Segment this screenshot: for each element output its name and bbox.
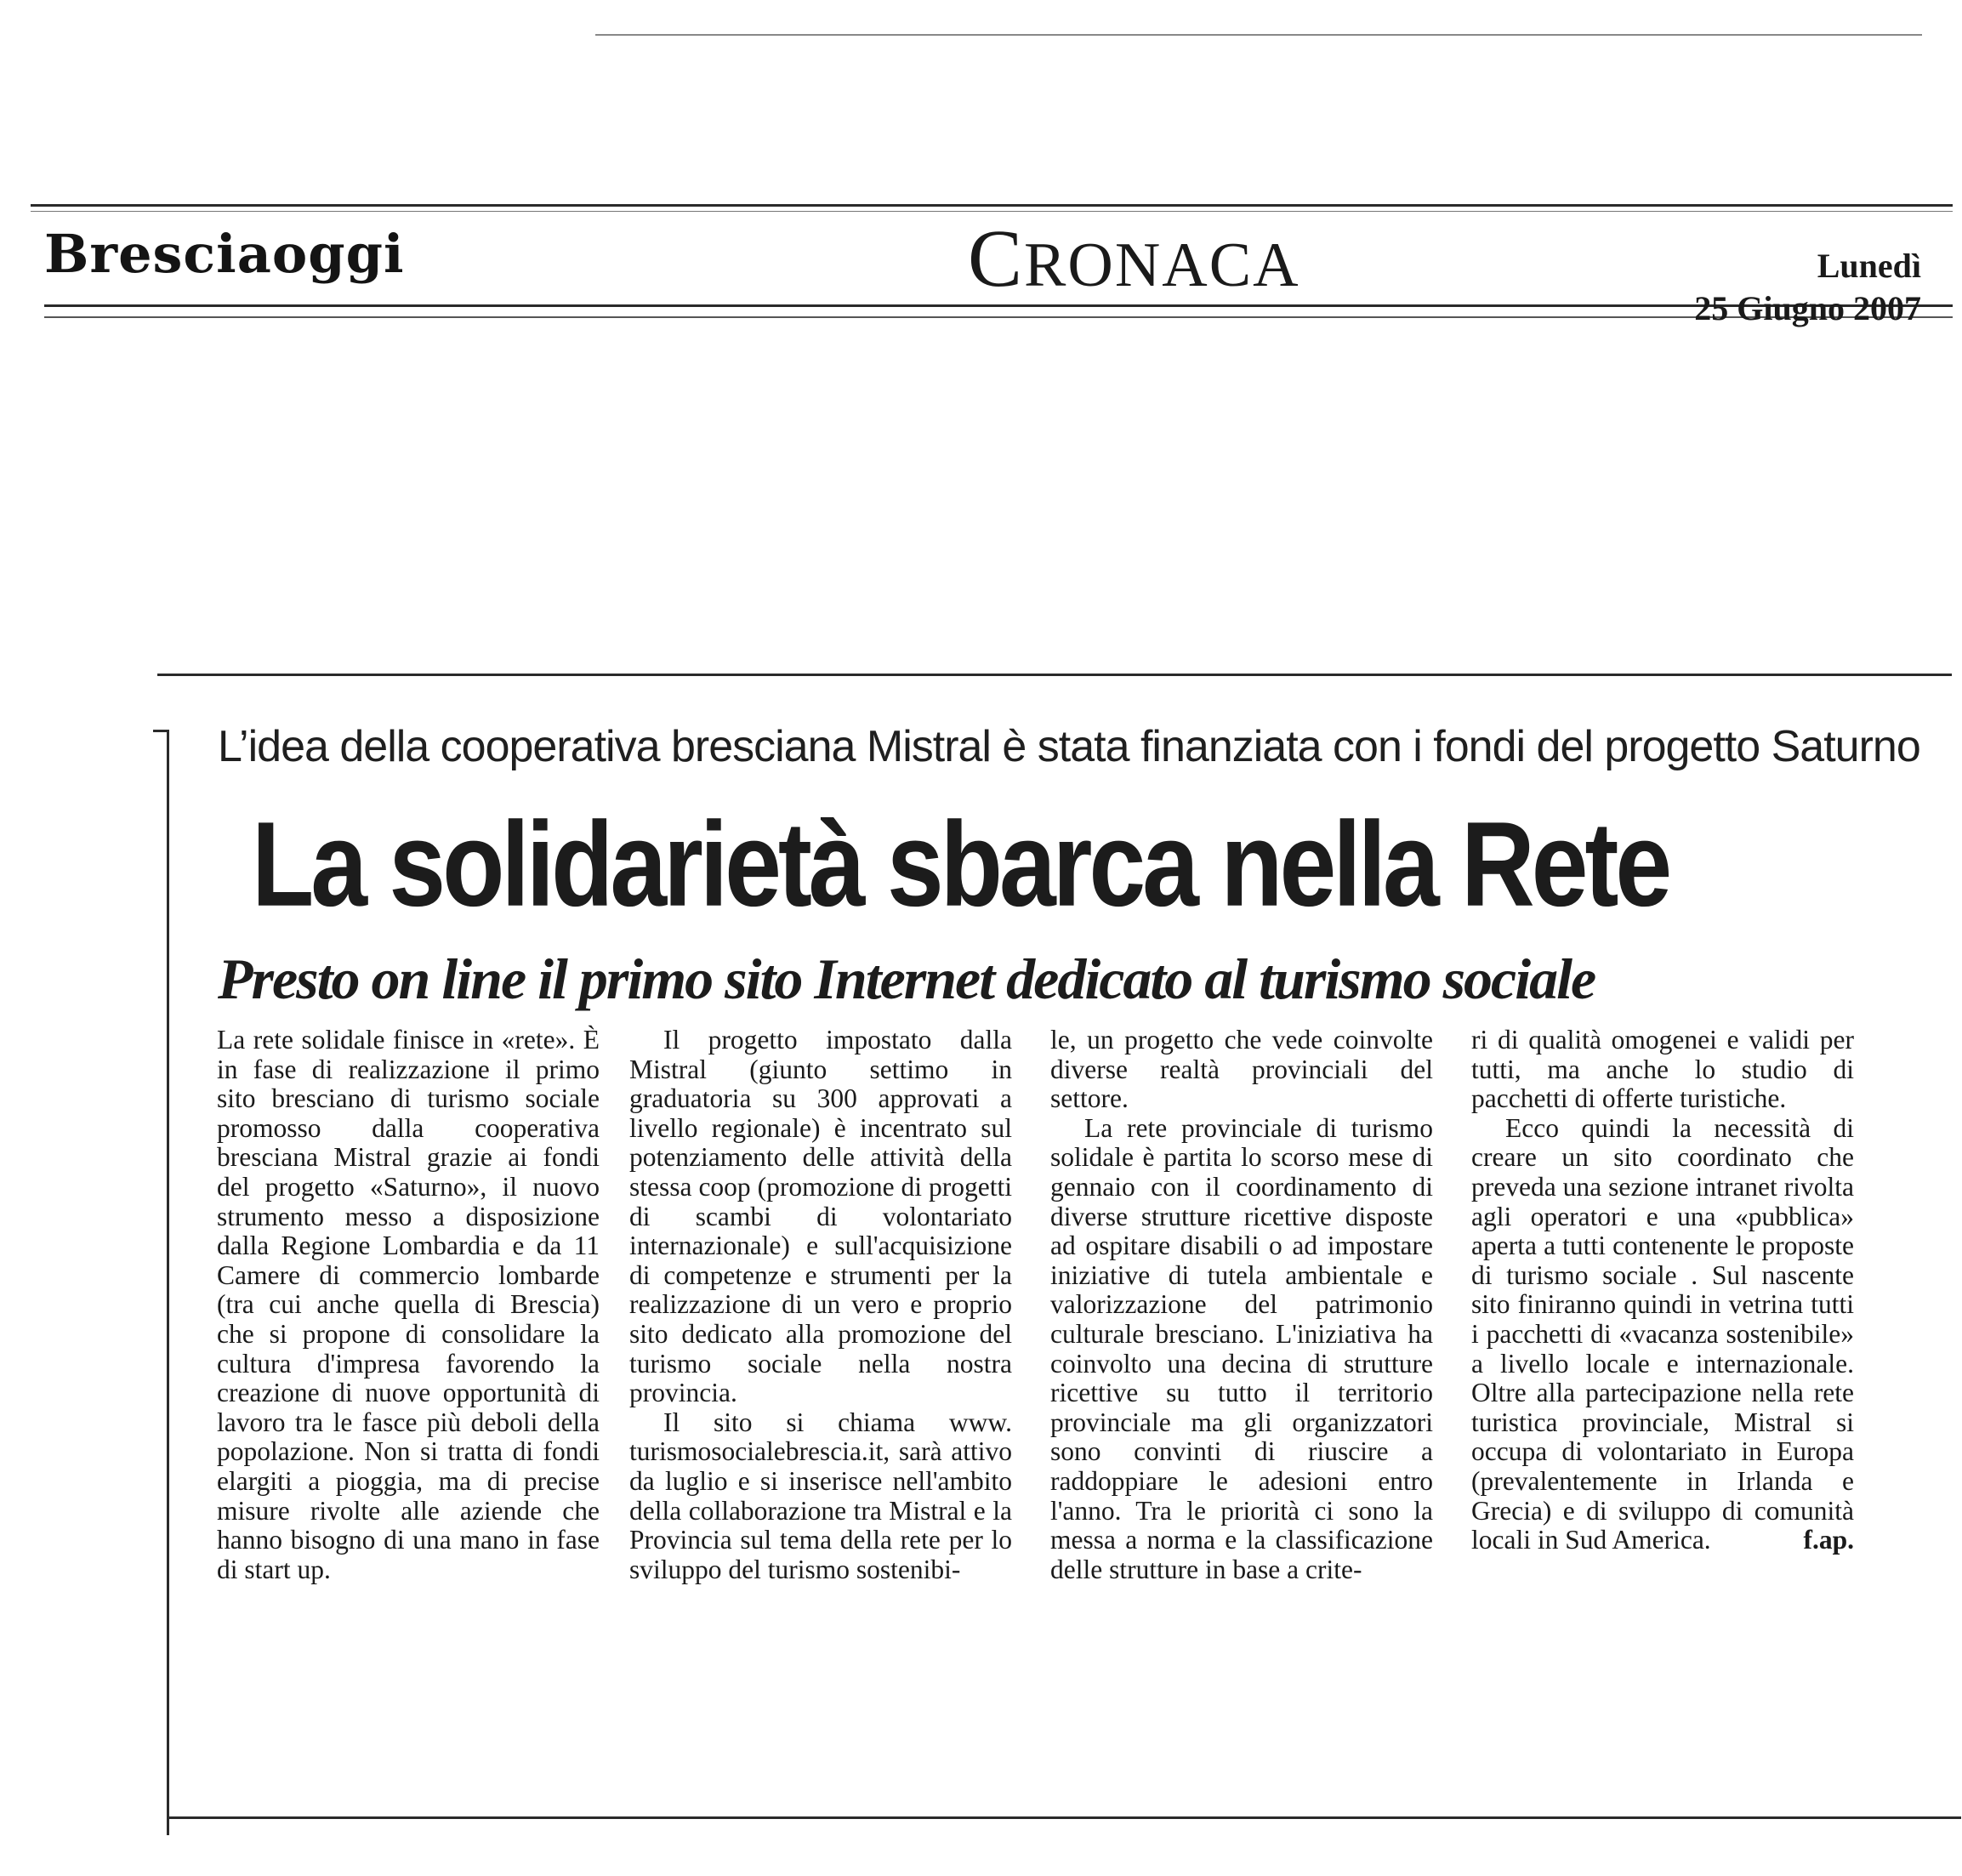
publication-name: Bresciaoggi: [44, 223, 405, 285]
article-column-1: [217, 1026, 600, 1584]
paragraph: [1471, 1114, 1854, 1555]
article-column-4: [1471, 1026, 1854, 1555]
article-body: [217, 1025, 1854, 1876]
header-rule-bottom-thin: [44, 316, 1953, 318]
article-left-bracket: [167, 730, 169, 1835]
article-top-rule: [157, 674, 1952, 676]
article-column-3: [1050, 1026, 1433, 1584]
paragraph-text: Ecco quindi la necessità di creare un sito coordinato che preveda una sezione intranet rivolta agli operatori e una «pubblica» aperta a tutti contenente le proposte di turismo sociale . Sul nascente sito finiranno quindi in vetrina tutti i pacchetti di «vacanza sostenibile» a livello locale e internazionale. Oltre alla partecipazione nella rete turistica provinciale, Mistral si occupa di volontariato in Europa (prevalentemente in Irlanda e Grecia) e di sviluppo di comunità locali in Sud America.: [1471, 1112, 1854, 1555]
top-clip-rule: [595, 34, 1922, 36]
article-headline: La solidarietà sbarca nella Rete: [252, 797, 1669, 932]
paragraph: le, un progetto che vede coinvolte diverse realtà provinciali del settore.: [1050, 1025, 1433, 1114]
paragraph: Il progetto impostato dalla Mistral (giunto settimo in graduatoria su 300 approvati a livello regionale) è incentrato sul potenziamento delle attività della stessa coop (promozione di progetti di scambi di volontariato internazionale) e sull'acquisizione di competenze e strumenti per la realizzazione di un vero e proprio sito dedicato alla promozione del turismo sociale nella nostra provincia.: [629, 1025, 1012, 1408]
article-left-bracket-top: [153, 730, 168, 732]
article-kicker: L’idea della cooperativa bresciana Mistral è stata finanziata con i fondi del progetto Saturno: [218, 722, 1920, 771]
section-title-rest: RONACA: [1024, 230, 1300, 300]
section-title-initial: C: [968, 213, 1025, 304]
header-rule-top: [31, 204, 1953, 207]
paragraph: ri di qualità omogenei e validi per tutti, ma anche lo studio di pacchetti di offerte turistiche.: [1471, 1025, 1854, 1114]
paragraph: La rete solidale finisce in «rete». È in fase di realizzazione il primo sito bresciano di turismo sociale promosso dalla cooperativa bresciana Mistral grazie ai fondi del progetto «Saturno», il nuovo strumento messo a disposizione dalla Regione Lombardia e da 11 Camere di commercio lombarde (tra cui anche quella di Brescia) che si propone di consolidare la cultura d'impresa favorendo la creazione di nuove opportunità di lavoro tra le fasce più deboli della popolazione. Non si tratta di fondi elargiti a pioggia, ma di precise misure rivolte alle aziende che hanno bisogno di una mano in fase di start up.: [217, 1025, 600, 1584]
paragraph: La rete provinciale di turismo solidale è partita lo scorso mese di gennaio con il coordinamento di diverse strutture ricettive disposte ad ospitare disabili o ad impostare iniziative di tutela ambientale e valorizzazione del patrimonio culturale bresciano. L'iniziativa ha coinvolto una decina di strutture ricettive su tutto il territorio provinciale ma gli organizzatori sono convinti di riuscire a raddoppiare le adesioni entro l'anno. Tra le priorità ci sono la messa a norma e la classificazione delle strutture in base a crite-: [1050, 1112, 1433, 1584]
article-byline: f.ap.: [1803, 1525, 1854, 1555]
article-column-2: [629, 1026, 1012, 1584]
paragraph: Il sito si chiama www. turismosocialebrescia.it, sarà attivo da luglio e si inserisce nell'ambito della collaborazione tra Mistral e la Provincia sul tema della rete per lo sviluppo del turismo sostenibi-: [629, 1407, 1012, 1584]
issue-full-date: 25 Giugno 2007: [1694, 289, 1921, 327]
article-subhead: Presto on line il primo sito Internet dedicato al turismo sociale: [218, 947, 1595, 1011]
section-title: [968, 211, 1300, 305]
issue-date: [1694, 245, 1921, 330]
issue-day: Lunedì: [1817, 247, 1921, 285]
